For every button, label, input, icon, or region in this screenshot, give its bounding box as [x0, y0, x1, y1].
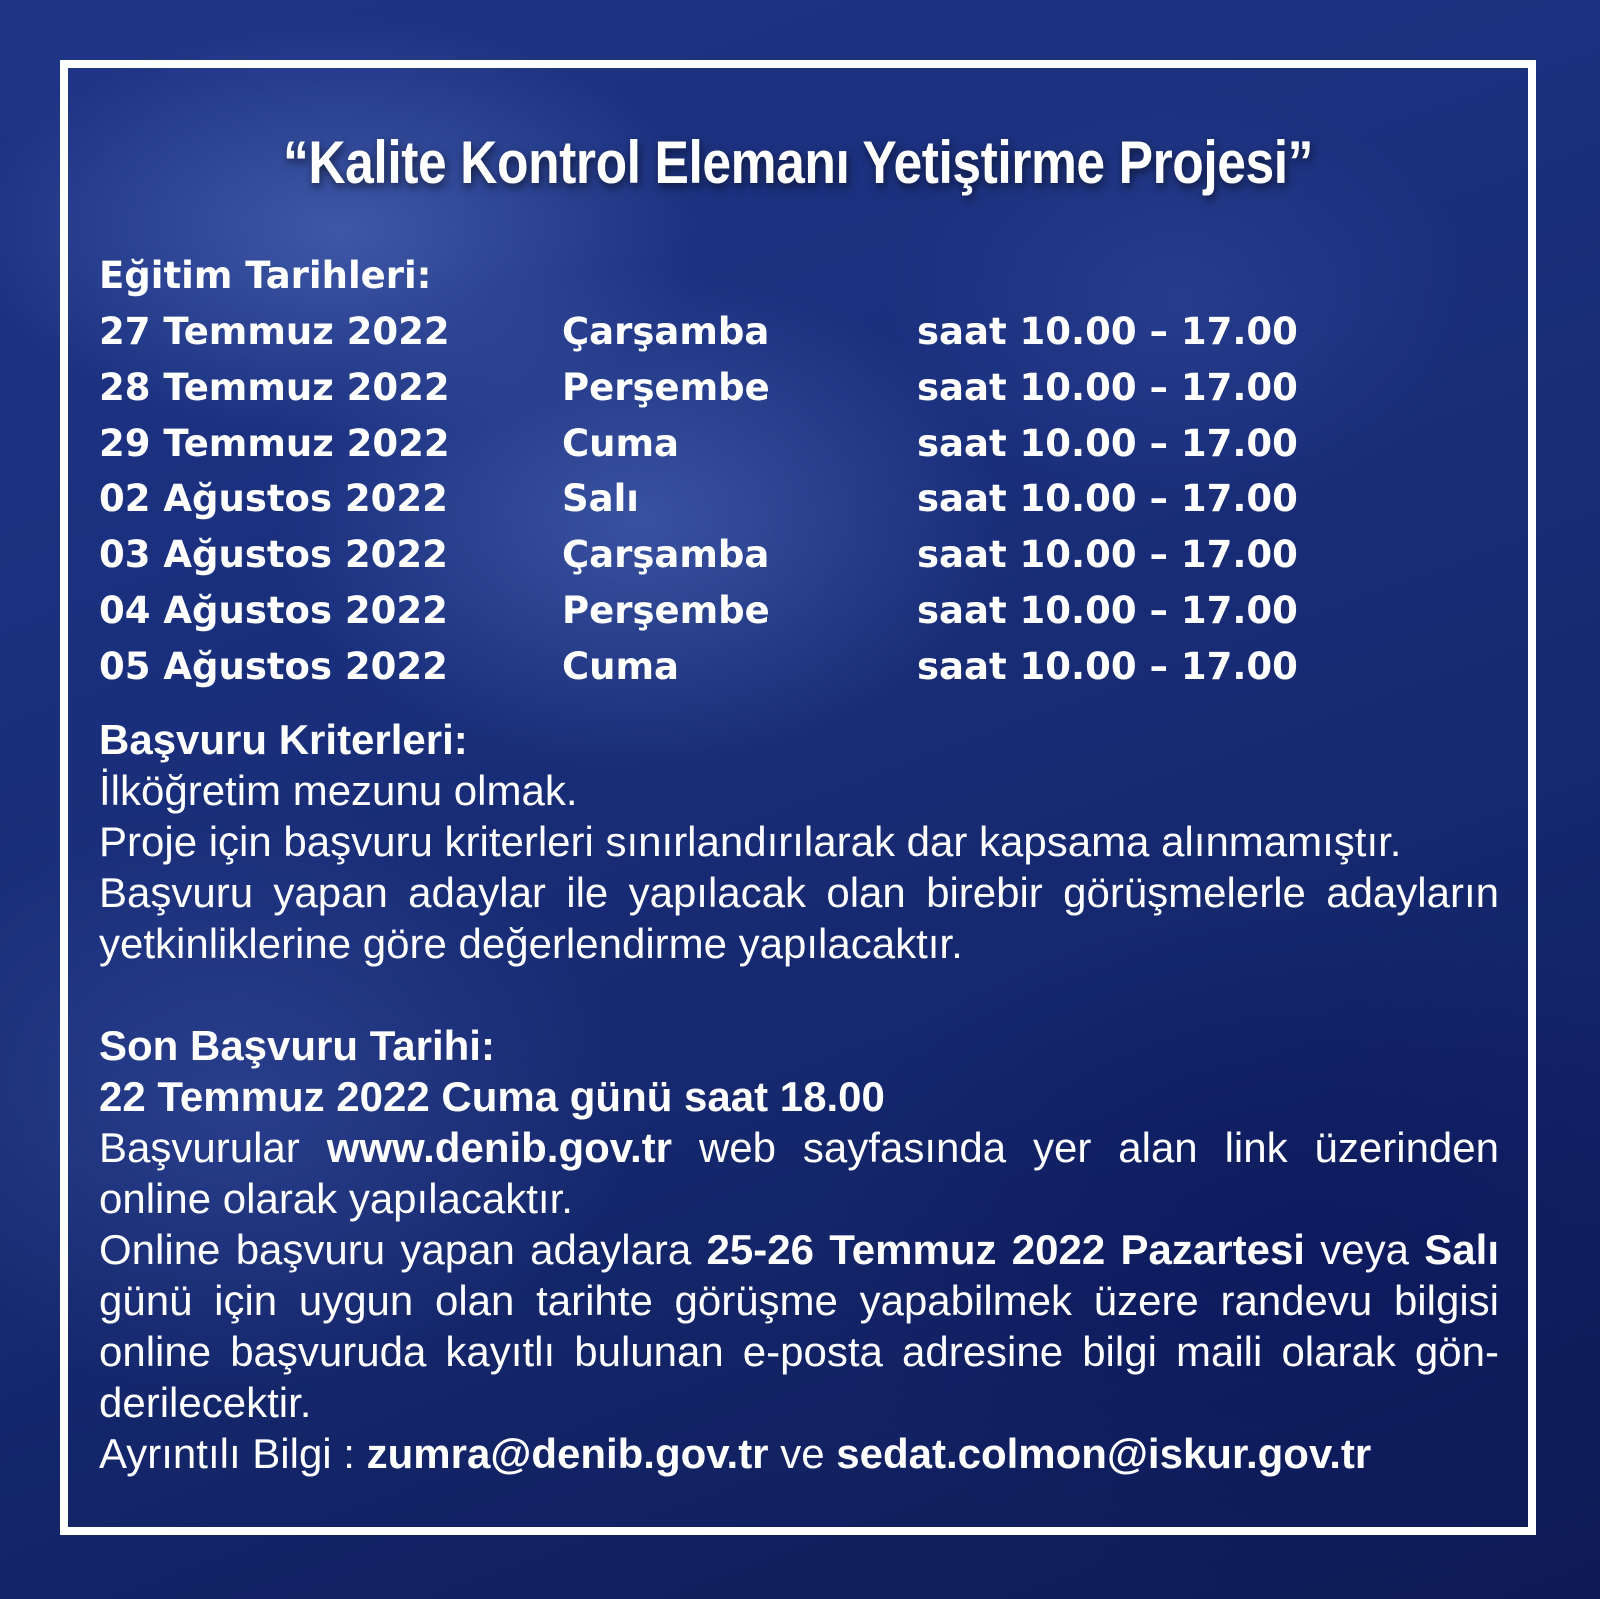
training-dates-heading: Eğitim Tarihleri: — [99, 254, 432, 297]
schedule-row — [99, 583, 1499, 639]
interview-mid: veya — [1304, 1225, 1425, 1273]
schedule-time: saat 10.00 – 17.00 — [917, 477, 1298, 521]
schedule-row — [99, 360, 1499, 416]
schedule-date: 05 Ağustos 2022 — [99, 644, 448, 688]
training-schedule — [99, 304, 1499, 695]
criteria-line: Başvuru yapan adaylar ile yapılacak olan birebir görüşmelerle adayların yetkinliklerine göre değerlendirme yapılacaktır. — [99, 868, 1499, 967]
schedule-date: 29 Temmuz 2022 — [99, 421, 450, 465]
criteria-line: Proje için başvuru kriterleri sınırlandırılarak dar kapsama alınmamıştır. — [99, 817, 1402, 865]
email-link-zumra[interactable]: zumra@denib.gov.tr — [366, 1429, 769, 1477]
apply-info — [99, 1122, 1499, 1224]
poster-title: “Kalite Kontrol Elemanı Yetiştirme Projesi” — [282, 129, 1314, 196]
schedule-day: Perşembe — [562, 365, 770, 409]
schedule-day: Cuma — [562, 644, 680, 688]
schedule-row — [99, 527, 1499, 583]
schedule-time: saat 10.00 – 17.00 — [917, 644, 1298, 688]
interview-day: Salı — [1424, 1225, 1499, 1273]
schedule-day: Cuma — [562, 421, 680, 465]
schedule-row — [99, 416, 1499, 472]
email-link-sedat[interactable]: sedat.colmon@iskur.gov.tr — [836, 1429, 1372, 1477]
schedule-row — [99, 471, 1499, 527]
contact-mid: ve — [768, 1429, 837, 1477]
schedule-date: 02 Ağustos 2022 — [99, 477, 448, 521]
website-link[interactable]: www.denib.gov.tr — [326, 1123, 673, 1171]
poster-content — [99, 248, 1499, 1479]
apply-prefix: Başvurular — [99, 1123, 327, 1171]
schedule-row — [99, 639, 1499, 695]
schedule-time: saat 10.00 – 17.00 — [917, 421, 1298, 465]
contact-info — [99, 1428, 1499, 1479]
apply-suffix: web sayfasında yer alan link üzerinden online olarak yapılacaktır. — [99, 1123, 1500, 1222]
schedule-day: Çarşamba — [562, 533, 770, 577]
schedule-date: 03 Ağustos 2022 — [99, 533, 448, 577]
criteria-section — [99, 714, 1499, 969]
schedule-day: Perşembe — [562, 588, 770, 632]
schedule-row — [99, 304, 1499, 360]
schedule-date: 27 Temmuz 2022 — [99, 310, 450, 353]
schedule-day: Salı — [562, 477, 639, 521]
criteria-line: İlköğretim mezunu olmak. — [99, 766, 578, 814]
schedule-time: saat 10.00 – 17.00 — [917, 588, 1298, 632]
schedule-time: saat 10.00 – 17.00 — [917, 310, 1298, 353]
schedule-date: 04 Ağustos 2022 — [99, 588, 448, 632]
schedule-time: saat 10.00 – 17.00 — [917, 533, 1298, 577]
schedule-time: saat 10.00 – 17.00 — [917, 365, 1298, 409]
contact-prefix: Ayrıntılı Bilgi : — [99, 1429, 367, 1477]
deadline-date: 22 Temmuz 2022 Cuma günü saat 18.00 — [99, 1072, 885, 1120]
schedule-date: 28 Temmuz 2022 — [99, 365, 450, 409]
schedule-day: Çarşamba — [562, 310, 770, 353]
deadline-heading: Son Başvuru Tarihi: — [99, 1021, 495, 1069]
interview-suffix: günü için uygun olan tarihte görüşme yapabilmek üzere randevu bilgisi online başvuruda kayıtlı bulunan e-posta adresine bilgi maili olarak gön-derilecektir. — [99, 1276, 1499, 1426]
interview-info — [99, 1224, 1499, 1428]
interview-prefix: Online başvuru yapan adaylara — [99, 1225, 707, 1273]
criteria-heading: Başvuru Kriterleri: — [99, 715, 468, 763]
interview-dates: 25-26 Temmuz 2022 Pazartesi — [706, 1225, 1305, 1273]
deadline-section — [99, 1020, 1499, 1479]
